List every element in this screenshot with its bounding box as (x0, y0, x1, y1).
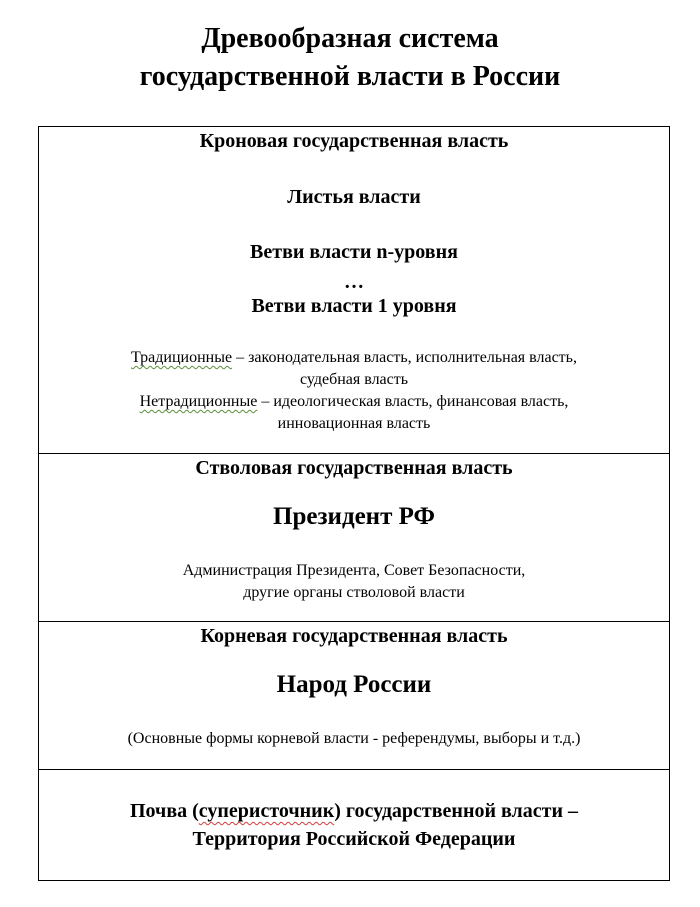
soil-line-1-end: ) государственной власти – (334, 800, 578, 822)
soil-section (39, 769, 669, 882)
root-note: (Основные формы корневой власти - референдумы, выборы и т.д.) (127, 730, 581, 747)
root-heading: Корневая государственная власть (200, 625, 508, 647)
crown-traditional-line-2: судебная власть (299, 371, 409, 388)
soil-line-2: Территория Российской Федерации (192, 828, 516, 850)
trunk-heading: Стволовая государственная власть (195, 457, 513, 479)
soil-line-1-start: Почва ( (130, 800, 199, 822)
soil-superstource-term: суперисточник (198, 800, 335, 822)
power-tree-table (38, 126, 670, 881)
crown-leaves: Листья власти (287, 186, 421, 208)
crown-nontraditional-line (39, 393, 669, 411)
trunk-power-section (39, 453, 669, 621)
root-power-section (39, 621, 669, 769)
crown-traditional-line (39, 349, 669, 367)
trunk-line-1: Администрация Президента, Совет Безопасности, (182, 562, 526, 579)
nontraditional-term: Нетрадиционные (139, 393, 258, 410)
soil-line-1 (39, 800, 669, 823)
traditional-term: Традиционные (131, 349, 233, 366)
crown-power-section (39, 127, 669, 453)
trunk-line-2: другие органы стволовой власти (243, 584, 465, 601)
title-line-2: государственной власти в России (139, 61, 561, 92)
crown-ellipsis: … (344, 271, 364, 293)
nontraditional-list: – идеологическая власть, финансовая власть, (257, 393, 569, 410)
title-line-1: Древообразная система (201, 23, 499, 54)
root-people: Народ России (276, 671, 432, 698)
crown-heading: Кроновая государственная власть (199, 130, 509, 152)
crown-branches-n-level: Ветви власти n-уровня (250, 241, 458, 263)
crown-nontraditional-line-2: инновационная власть (277, 415, 431, 432)
trunk-president: Президент РФ (273, 503, 435, 530)
page-title (0, 20, 700, 96)
traditional-list: – законодательная власть, исполнительная власть, (232, 349, 577, 366)
crown-branches-1-level: Ветви власти 1 уровня (251, 295, 457, 317)
